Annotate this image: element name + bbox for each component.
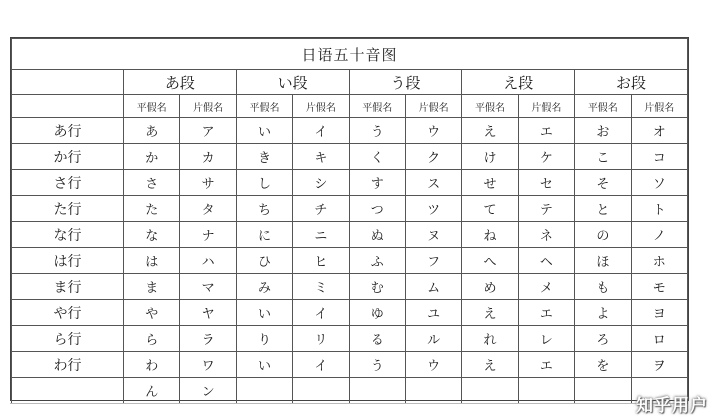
- hiragana-cell: よ: [575, 300, 631, 326]
- katakana-header: 片假名: [518, 95, 574, 118]
- hiragana-cell: ろ: [575, 326, 631, 352]
- dan-header: い段: [236, 70, 349, 95]
- hiragana-cell: か: [124, 144, 180, 170]
- table-row: [12, 118, 688, 144]
- hiragana-cell: い: [236, 118, 292, 144]
- table-row: [12, 196, 688, 222]
- table-row: [12, 222, 688, 248]
- table-row: [12, 274, 688, 300]
- katakana-cell: マ: [180, 274, 236, 300]
- hiragana-cell: ん: [124, 378, 180, 404]
- hiragana-cell: は: [124, 248, 180, 274]
- corner-cell: [12, 70, 124, 95]
- katakana-cell: カ: [180, 144, 236, 170]
- katakana-cell: [293, 378, 349, 404]
- hiragana-cell: へ: [462, 248, 518, 274]
- hiragana-header: 平假名: [124, 95, 180, 118]
- hiragana-header: 平假名: [349, 95, 405, 118]
- hiragana-cell: ゆ: [349, 300, 405, 326]
- katakana-cell: メ: [518, 274, 574, 300]
- hiragana-cell: く: [349, 144, 405, 170]
- katakana-cell: ヒ: [293, 248, 349, 274]
- katakana-cell: ケ: [518, 144, 574, 170]
- hiragana-cell: こ: [575, 144, 631, 170]
- row-label: か行: [12, 144, 124, 170]
- katakana-cell: ト: [631, 196, 687, 222]
- bottom-rule: [10, 403, 687, 404]
- katakana-cell: ツ: [405, 196, 461, 222]
- hiragana-cell: ち: [236, 196, 292, 222]
- dan-header: お段: [575, 70, 688, 95]
- row-label: ら行: [12, 326, 124, 352]
- katakana-cell: イ: [293, 118, 349, 144]
- katakana-cell: ミ: [293, 274, 349, 300]
- katakana-cell: ヌ: [405, 222, 461, 248]
- katakana-cell: チ: [293, 196, 349, 222]
- hiragana-cell: [236, 378, 292, 404]
- katakana-cell: シ: [293, 170, 349, 196]
- hiragana-cell: け: [462, 144, 518, 170]
- hiragana-cell: う: [349, 118, 405, 144]
- katakana-cell: ウ: [405, 352, 461, 378]
- hiragana-header: 平假名: [236, 95, 292, 118]
- katakana-cell: リ: [293, 326, 349, 352]
- katakana-cell: ソ: [631, 170, 687, 196]
- hiragana-cell: め: [462, 274, 518, 300]
- katakana-cell: コ: [631, 144, 687, 170]
- hiragana-cell: ほ: [575, 248, 631, 274]
- katakana-header: 片假名: [405, 95, 461, 118]
- hiragana-cell: ぬ: [349, 222, 405, 248]
- katakana-cell: フ: [405, 248, 461, 274]
- hiragana-cell: る: [349, 326, 405, 352]
- watermark: 知乎用户: [636, 396, 708, 416]
- katakana-header: 片假名: [180, 95, 236, 118]
- katakana-cell: ヲ: [631, 352, 687, 378]
- hiragana-cell: ひ: [236, 248, 292, 274]
- katakana-cell: キ: [293, 144, 349, 170]
- hiragana-cell: [349, 378, 405, 404]
- table-row: [12, 378, 688, 404]
- katakana-cell: ヤ: [180, 300, 236, 326]
- hiragana-cell: う: [349, 352, 405, 378]
- row-label: ま行: [12, 274, 124, 300]
- hiragana-cell: せ: [462, 170, 518, 196]
- katakana-cell: ス: [405, 170, 461, 196]
- hiragana-cell: と: [575, 196, 631, 222]
- table-row: [12, 300, 688, 326]
- katakana-cell: エ: [518, 118, 574, 144]
- katakana-cell: ネ: [518, 222, 574, 248]
- katakana-cell: テ: [518, 196, 574, 222]
- hiragana-cell: [575, 378, 631, 404]
- corner-cell-sub: [12, 95, 124, 118]
- kana-chart-frame: [10, 37, 689, 401]
- hiragana-cell: や: [124, 300, 180, 326]
- row-label: や行: [12, 300, 124, 326]
- katakana-cell: レ: [518, 326, 574, 352]
- table-row: [12, 248, 688, 274]
- hiragana-cell: ね: [462, 222, 518, 248]
- hiragana-cell: な: [124, 222, 180, 248]
- katakana-cell: エ: [518, 300, 574, 326]
- hiragana-cell: を: [575, 352, 631, 378]
- hiragana-cell: す: [349, 170, 405, 196]
- dan-header: え段: [462, 70, 575, 95]
- katakana-cell: ノ: [631, 222, 687, 248]
- row-label: た行: [12, 196, 124, 222]
- hiragana-cell: つ: [349, 196, 405, 222]
- hiragana-cell: て: [462, 196, 518, 222]
- row-label: な行: [12, 222, 124, 248]
- hiragana-cell: ふ: [349, 248, 405, 274]
- katakana-cell: ク: [405, 144, 461, 170]
- dan-header: う段: [349, 70, 462, 95]
- row-label: さ行: [12, 170, 124, 196]
- katakana-cell: サ: [180, 170, 236, 196]
- katakana-cell: ヘ: [518, 248, 574, 274]
- table-row: [12, 326, 688, 352]
- hiragana-cell: あ: [124, 118, 180, 144]
- hiragana-cell: い: [236, 352, 292, 378]
- hiragana-cell: に: [236, 222, 292, 248]
- katakana-cell: イ: [293, 352, 349, 378]
- katakana-cell: エ: [518, 352, 574, 378]
- kana-table: [11, 38, 688, 404]
- hiragana-cell: ら: [124, 326, 180, 352]
- chart-title: 日语五十音图: [12, 39, 688, 70]
- row-label: は行: [12, 248, 124, 274]
- katakana-cell: イ: [293, 300, 349, 326]
- hiragana-cell: む: [349, 274, 405, 300]
- table-row: [12, 144, 688, 170]
- hiragana-cell: ま: [124, 274, 180, 300]
- katakana-cell: セ: [518, 170, 574, 196]
- hiragana-cell: え: [462, 118, 518, 144]
- hiragana-cell: そ: [575, 170, 631, 196]
- hiragana-cell: り: [236, 326, 292, 352]
- katakana-cell: ア: [180, 118, 236, 144]
- katakana-cell: オ: [631, 118, 687, 144]
- katakana-cell: ハ: [180, 248, 236, 274]
- katakana-cell: ン: [180, 378, 236, 404]
- katakana-cell: ニ: [293, 222, 349, 248]
- hiragana-cell: い: [236, 300, 292, 326]
- row-label: あ行: [12, 118, 124, 144]
- hiragana-cell: お: [575, 118, 631, 144]
- hiragana-cell: み: [236, 274, 292, 300]
- dan-header: あ段: [124, 70, 237, 95]
- row-label: わ行: [12, 352, 124, 378]
- table-row: [12, 352, 688, 378]
- katakana-header: 片假名: [631, 95, 687, 118]
- row-label: [12, 378, 124, 404]
- katakana-cell: ユ: [405, 300, 461, 326]
- katakana-cell: ナ: [180, 222, 236, 248]
- hiragana-cell: え: [462, 300, 518, 326]
- katakana-cell: ル: [405, 326, 461, 352]
- katakana-cell: ワ: [180, 352, 236, 378]
- katakana-cell: ヨ: [631, 300, 687, 326]
- hiragana-cell: し: [236, 170, 292, 196]
- hiragana-cell: の: [575, 222, 631, 248]
- table-row: [12, 170, 688, 196]
- katakana-cell: [518, 378, 574, 404]
- hiragana-cell: た: [124, 196, 180, 222]
- katakana-cell: ラ: [180, 326, 236, 352]
- hiragana-cell: も: [575, 274, 631, 300]
- hiragana-cell: [462, 378, 518, 404]
- katakana-cell: タ: [180, 196, 236, 222]
- katakana-cell: ロ: [631, 326, 687, 352]
- katakana-cell: ホ: [631, 248, 687, 274]
- hiragana-cell: き: [236, 144, 292, 170]
- hiragana-cell: え: [462, 352, 518, 378]
- katakana-cell: ウ: [405, 118, 461, 144]
- katakana-cell: モ: [631, 274, 687, 300]
- hiragana-cell: わ: [124, 352, 180, 378]
- katakana-cell: [405, 378, 461, 404]
- katakana-header: 片假名: [293, 95, 349, 118]
- hiragana-header: 平假名: [462, 95, 518, 118]
- katakana-cell: ム: [405, 274, 461, 300]
- hiragana-header: 平假名: [575, 95, 631, 118]
- hiragana-cell: れ: [462, 326, 518, 352]
- hiragana-cell: さ: [124, 170, 180, 196]
